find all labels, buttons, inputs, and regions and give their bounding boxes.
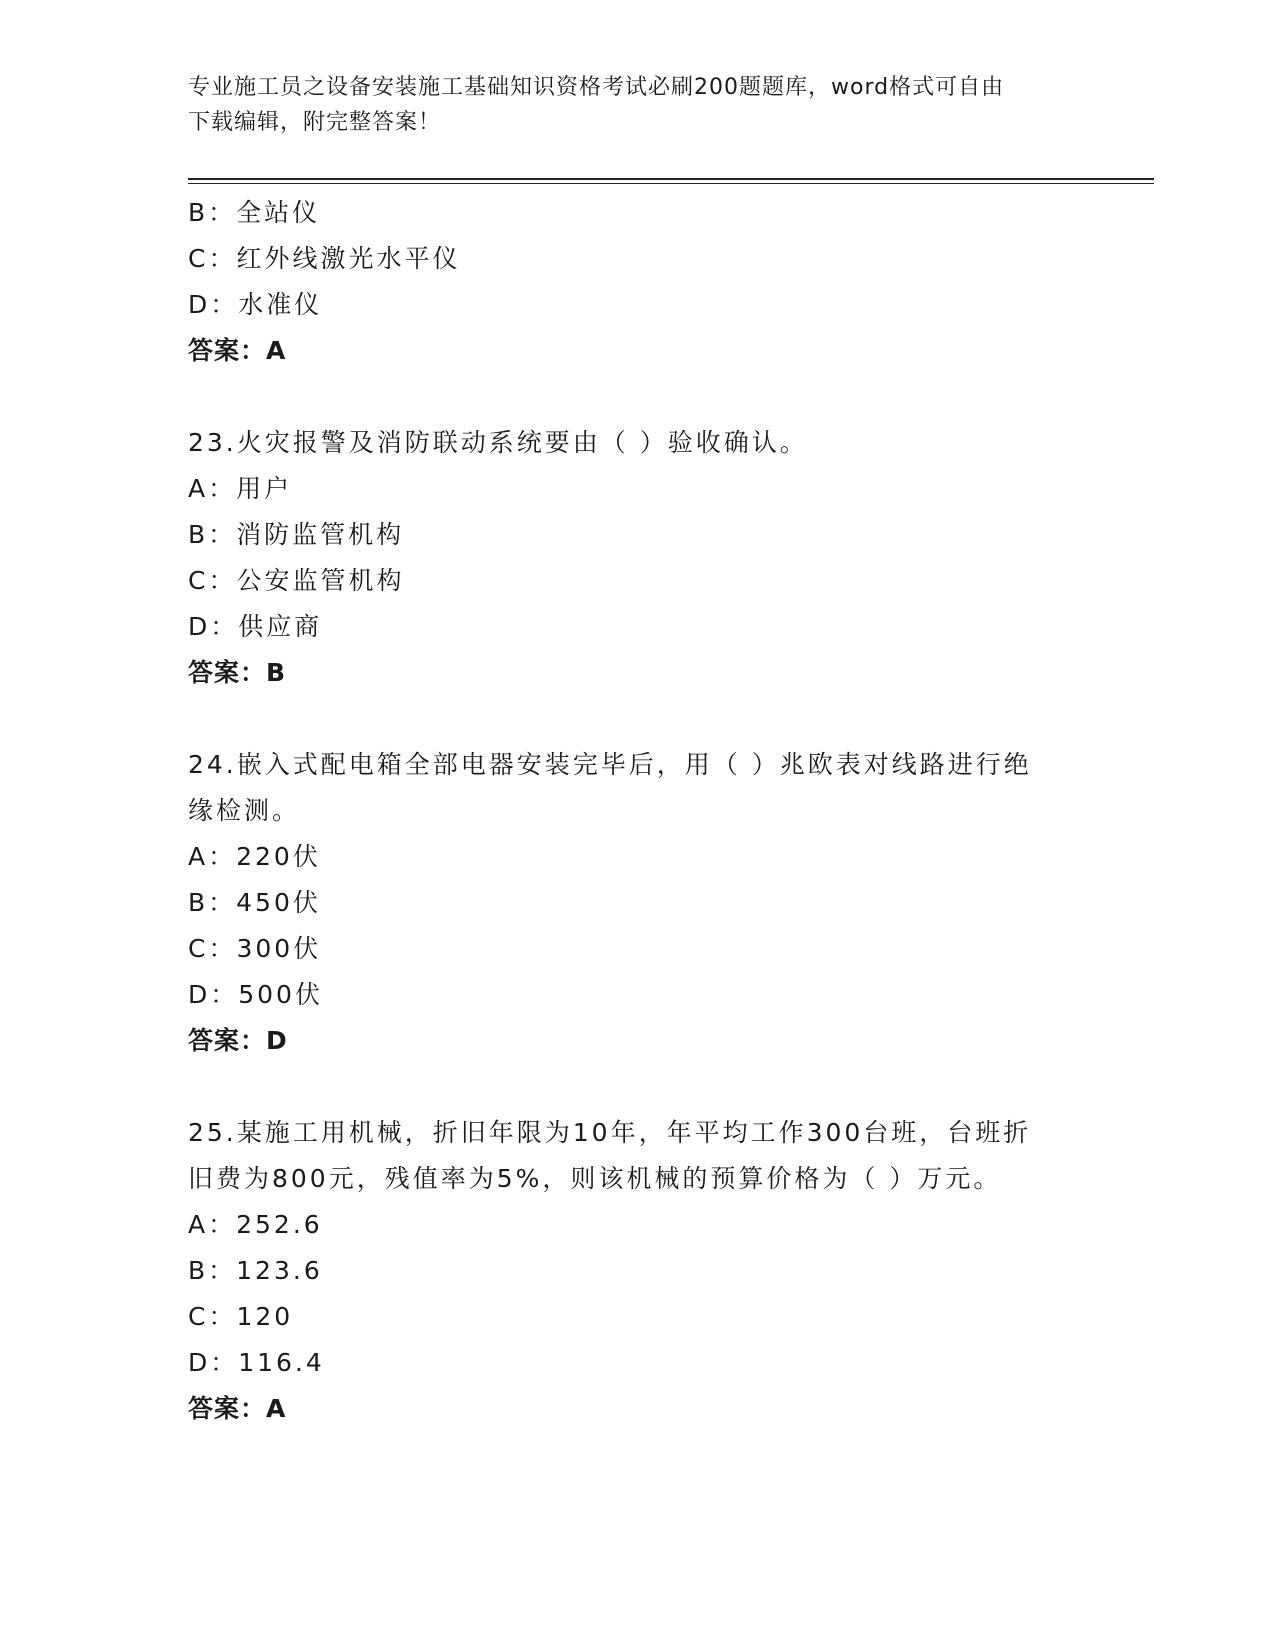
document-header — [188, 70, 1088, 140]
option-c: C：红外线激光水平仪 — [188, 244, 461, 273]
question-text-line-1: 24.嵌入式配电箱全部电器安装完毕后，用（ ）兆欧表对线路进行绝 — [188, 750, 1032, 779]
answer: 答案：B — [188, 658, 287, 687]
document-body — [188, 190, 1088, 1432]
option-c: C：120 — [188, 1302, 294, 1331]
option-d: D：116.4 — [188, 1348, 325, 1377]
answer: 答案：D — [188, 1026, 288, 1055]
answer: 答案：A — [188, 336, 287, 365]
spacer — [188, 1064, 1088, 1110]
spacer — [188, 374, 1088, 420]
option-a: A：用户 — [188, 474, 293, 503]
option-c: C：公安监管机构 — [188, 566, 405, 595]
question-22-continued — [188, 190, 1088, 374]
header-line-1: 专业施工员之设备安装施工基础知识资格考试必刷200题题库，word格式可自由 — [188, 75, 1005, 100]
answer: 答案：A — [188, 1394, 287, 1423]
question-text-line-2: 缘检测。 — [188, 796, 301, 825]
header-rule-thick — [188, 178, 1154, 180]
spacer — [188, 696, 1088, 742]
option-b: B：全站仪 — [188, 198, 321, 227]
question-text: 23.火灾报警及消防联动系统要由（ ）验收确认。 — [188, 428, 808, 457]
header-line-2: 下载编辑，附完整答案！ — [188, 110, 442, 135]
option-b: B：消防监管机构 — [188, 520, 405, 549]
question-text-line-2: 旧费为800元，残值率为5%，则该机械的预算价格为（ ）万元。 — [188, 1164, 1002, 1193]
option-c: C：300伏 — [188, 934, 322, 963]
option-d: D：500伏 — [188, 980, 323, 1009]
question-25 — [188, 1110, 1088, 1432]
option-d: D：水准仪 — [188, 290, 323, 319]
question-24 — [188, 742, 1088, 1064]
option-a: A：220伏 — [188, 842, 321, 871]
question-text-line-1: 25.某施工用机械，折旧年限为10年，年平均工作300台班，台班折 — [188, 1118, 1032, 1147]
header-rule-thin — [188, 183, 1154, 184]
option-a: A：252.6 — [188, 1210, 323, 1239]
option-b: B：450伏 — [188, 888, 321, 917]
question-23 — [188, 420, 1088, 696]
option-b: B：123.6 — [188, 1256, 323, 1285]
option-d: D：供应商 — [188, 612, 323, 641]
